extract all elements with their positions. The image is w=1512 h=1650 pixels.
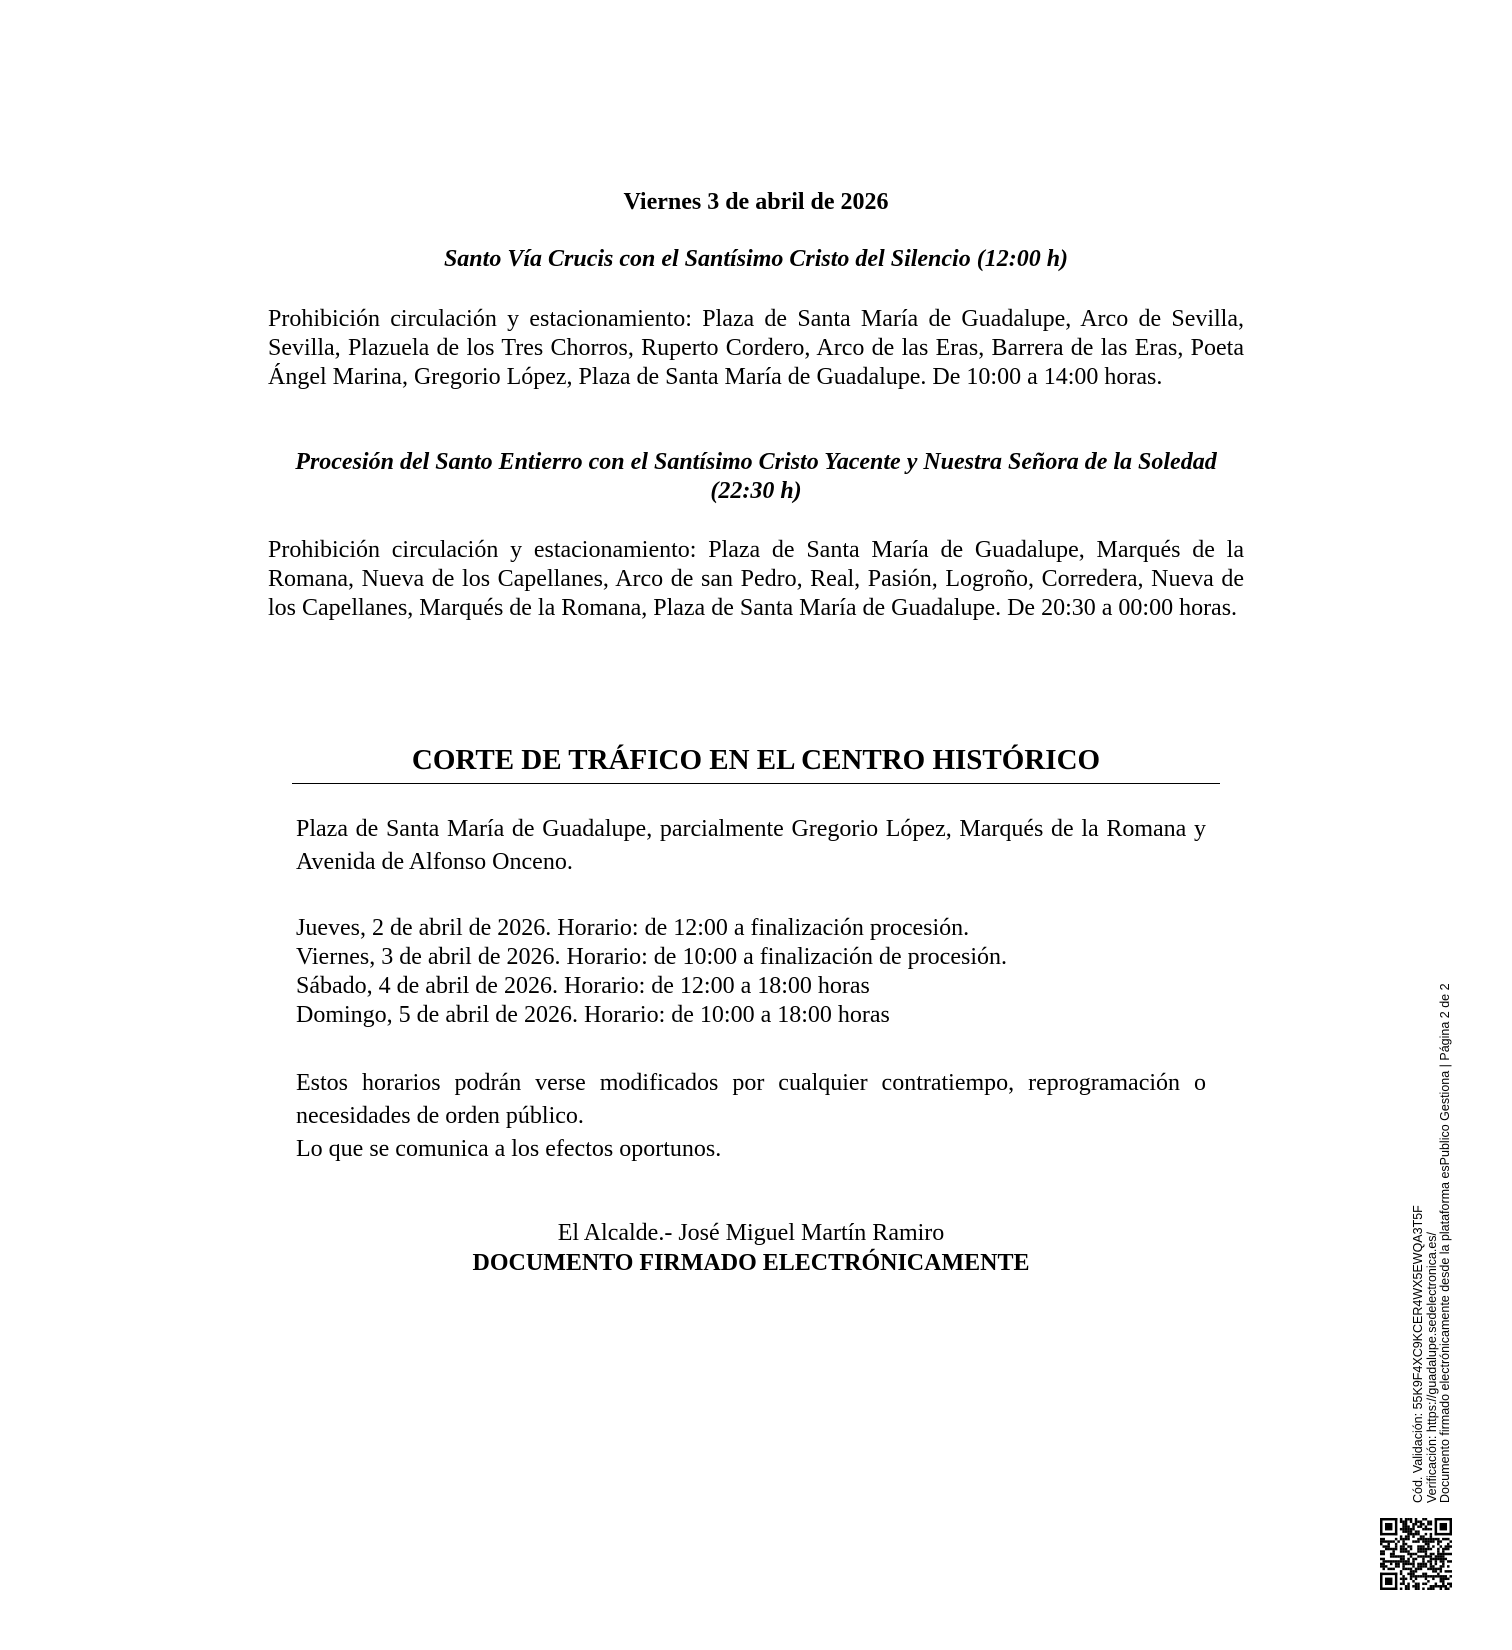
validation-code: Cód. Validación: 55K9F4XC9KCER4WX5EWQA3T5F (1411, 1205, 1425, 1503)
day-title: Viernes 3 de abril de 2026 (623, 189, 889, 215)
electronic-signature-stamp: DOCUMENTO FIRMADO ELECTRÓNICAMENTE (472, 1250, 1030, 1276)
event-title-via-crucis: Santo Vía Crucis con el Santísimo Cristo del Silencio (12:00 h) (443, 246, 1069, 272)
schedule-item: Jueves, 2 de abril de 2026. Horario: de 12:00 a finalización procesión. (296, 915, 970, 941)
closing-text: Lo que se comunica a los efectos oportunos. (296, 1136, 722, 1162)
traffic-heading: CORTE DE TRÁFICO EN EL CENTRO HISTÓRICO (411, 744, 1101, 776)
traffic-streets: Plaza de Santa María de Guadalupe, parcialmente Gregorio López, Marqués de la Romana y Avenida de Alfonso Onceno. (296, 816, 1206, 875)
signature-block (296, 1218, 1206, 1278)
validation-sidebar (1412, 983, 1453, 1503)
platform-note: Documento firmado electrónicamente desde la plataforma esPublico Gestiona | Página 2 de 2 (1438, 983, 1452, 1503)
event-title-line-1: Procesión del Santo Entierro con el Santísimo Cristo Yacente y Nuestra Señora de la Soledad (295, 449, 1217, 475)
event-text-santo-entierro: Prohibición circulación y estacionamiento: Plaza de Santa María de Guadalupe, Marqués de la Romana, Nueva de los Capellanes, Arco de san Pedro, Real, Pasión, Logroño, Corredera, Nueva de los Capellanes, Marqués de la Romana, Plaza de Santa María de Guadalupe. De 20:30 a 00:00 horas. (268, 537, 1244, 621)
event-title-line-2: (22:30 h) (710, 478, 802, 504)
heading-divider (292, 783, 1220, 784)
qr-code-icon (1380, 1518, 1452, 1590)
schedule-item: Domingo, 5 de abril de 2026. Horario: de 10:00 a 18:00 horas (296, 1002, 890, 1028)
schedule-item: Viernes, 3 de abril de 2026. Horario: de 10:00 a finalización de procesión. (296, 944, 1007, 970)
event-text-via-crucis: Prohibición circulación y estacionamiento: Plaza de Santa María de Guadalupe, Arco de Sevilla, Sevilla, Plazuela de los Tres Chorros, Ruperto Cordero, Arco de las Eras, Barrera de las Eras, Poeta Ángel Marina, Gregorio López, Plaza de Santa María de Guadalupe. De 10:00 a 14:00 horas. (268, 306, 1244, 390)
traffic-note: Estos horarios podrán verse modificados por cualquier contratiempo, reprogramación o necesidades de orden público. (296, 1070, 1206, 1129)
signatory-name: El Alcalde.- José Miguel Martín Ramiro (557, 1220, 945, 1246)
verification-url: Verificación: https://guadalupe.sedelectronica.es/ (1424, 1231, 1439, 1503)
traffic-schedule (296, 914, 1206, 1030)
schedule-item: Sábado, 4 de abril de 2026. Horario: de 12:00 a 18:00 horas (296, 973, 870, 999)
event-title-santo-entierro (268, 448, 1244, 506)
